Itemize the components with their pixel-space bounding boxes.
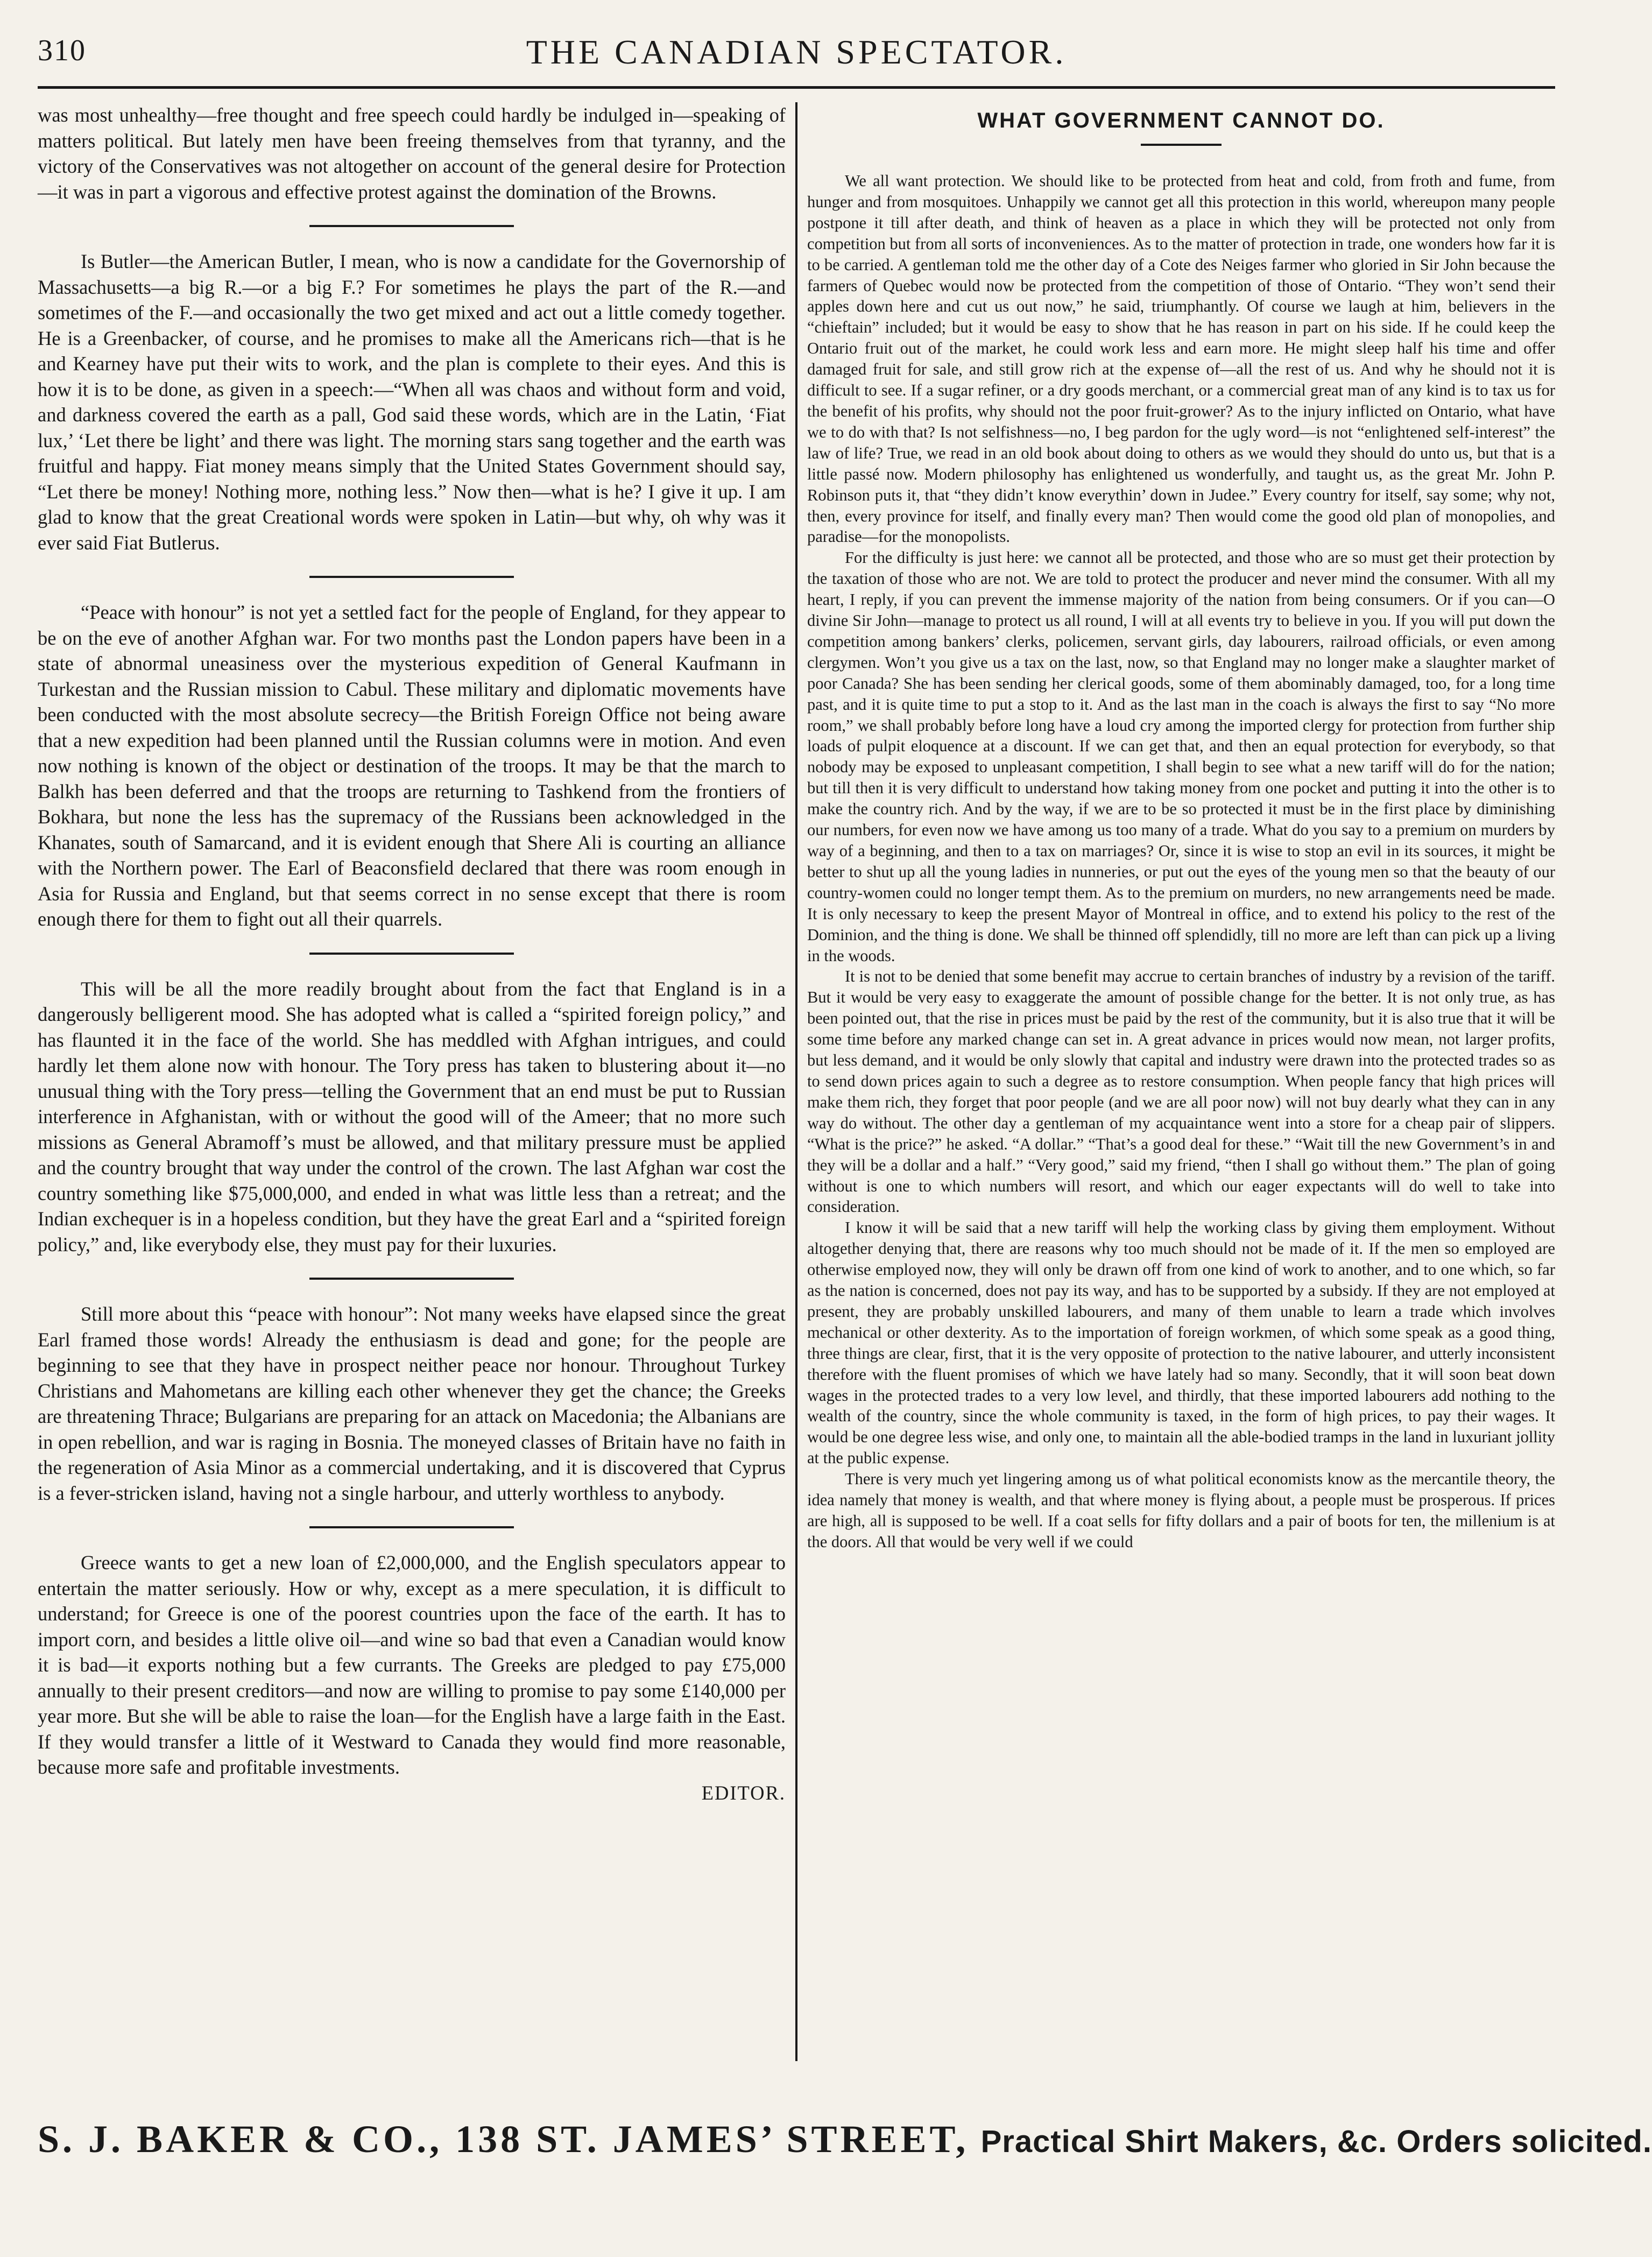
title-divider <box>1141 144 1222 146</box>
editorial-paragraph: This will be all the more readily brought about from the fact that England is in a dangerously belligerent mood. She has adopted what is called a “spirited foreign policy,” and has flaunted it in the face of the world. She has meddled with Afghan intrigues, and could hardly let them alone now with honour. The Tory press has taken to blustering about it—no unusual thing with the Tory press—telling the Government that an end must be put to Russian interference in Afghanistan, with or without the good will of the Ameer; that no more such missions as General Abramoff’s must be allowed, and that military pressure must be applied and the country brought that way under the control of the crown. The last Afghan war cost the country something like $75,000,000, and ended in what was little less than a retreat; and the Indian exchequer is in a hopeless condition, but they have the great Earl and a “spirited foreign policy,” and, like everybody else, they must pay for their luxuries. <box>38 977 786 1256</box>
article-title: WHAT GOVERNMENT CANNOT DO. <box>977 109 1385 132</box>
article-paragraph: It is not to be denied that some benefit may accrue to certain branches of industry by a revision of the tariff. But it would be very easy to exaggerate the amount of possible change for the better. It is not only true, as has been pointed out, that the rise in prices must be paid by the rest of the community, but it is also true that it will be some time before any marked change can set in. A great advance in prices would now mean, not larger profits, but less demand, and it would be only slowly that capital and industry were drawn into the protected trades so as to send down prices again to such a degree as to restore consumption. When people fancy that high prices will make them rich, they forget that poor people (and we are all poor now) will not buy dearly what they can in any way do without. The other day a gentleman of my acquaintance went into a store for a cheap pair of slippers. “What is the price?” he asked. “A dollar.” “That’s a good deal for these.” “Wait till the new Government’s in and they will be a dollar and a half.” “Very good,” said my friend, “then I shall go without them.” The plan of going without is one to which numbers will resort, and which our eager expectants will do well to take into consideration. <box>807 967 1555 1216</box>
article-paragraph: There is very much yet lingering among us of what political economists know as the mercantile theory, the idea namely that money is wealth, and that where money is flying about, a people must be prosperous. If prices are high, all is supposed to be well. If a coat sells for fifty dollars and a pair of boots for ten, the millenium is at the doors. All that would be very well if we could <box>807 1470 1555 1551</box>
journal-title: THE CANADIAN SPECTATOR. <box>526 33 1067 71</box>
editorial-paragraph: Still more about this “peace with honour”: Not many weeks have elapsed since the great Earl framed those words! Already the enthusiasm is dead and gone; for the people are beginning to see that they have in prospect neither peace nor honour. Throughout Turkey Christians and Mahometans are killing each other whenever they get the chance; the Greeks are threatening Thrace; Bulgarians are preparing for an attack on Macedonia; the Albanians are in open rebellion, and war is raging in Bosnia. The moneyed classes of Britain have no faith in the regeneration of Asia Minor as a commercial undertaking, and it is discovered that Cyprus is a fever-stricken island, having not a single harbour, and utterly worthless to anybody. <box>38 1303 786 1504</box>
advertiser-name: S. J. BAKER & CO., 138 ST. JAMES’ STREET, <box>38 2118 969 2161</box>
section-divider <box>309 1526 514 1528</box>
editorial-paragraph: Is Butler—the American Butler, I mean, who is now a candidate for the Governorship of Massachusetts—a big R.—or a big F.? For sometimes he plays the part of the R.—and sometimes of the F.—and occasionally the two get mixed and act out a little comedy together. He is a Greenbacker, of course, and he promises to make all the Americans rich—that is he and Kearney have put their wits to work, and the plan is complete to their eyes. And this is how it is to be done, as given in a speech:—“When all was chaos and without form and void, and darkness covered the earth as a pall, God said these words, which are in the Latin, ‘Fiat lux,’ ‘Let there be light’ and there was light. The morning stars sang together and the earth was fruitful and happy. Fiat money means simply that the United States Government should say, “Let there be money! Nothing more, nothing less.” Now then—what is he? I give it up. I am glad to know that the great Creational words were spoken in Latin—but why, oh why was it ever said Fiat Butlerus. <box>38 250 786 554</box>
article-paragraph: I know it will be said that a new tariff will help the working class by giving them employment. Without altogether denying that, there are reasons why too much should not be made of it. If the men so employed are otherwise employed now, they will only be drawn off from one kind of work to another, and to one which, so far as the nation is concerned, does not pay its way, and has to be supported by a subsidy. If they are not employed at present, they are probably unskilled labourers, and many of them unable to learn a trade which involves mechanical or other dexterity. As to the importation of foreign workmen, of which some speak as a good thing, three things are clear, first, that it is the very opposite of protection to the native labourer, and utterly inconsistent therefore with the fluent promises of which we have lately had so many. Secondly, that it will soon beat down wages in the protected trades to a very low level, and thirdly, that these imported labourers add nothing to the wealth of the country, since the whole community is taxed, in the form of high prices, to pay their wages. It would be one degree less wise, and only one, to maintain all the able-bodied tramps in the land in luxuriant jollity at the public expense. <box>807 1218 1555 1468</box>
editorial-paragraph: Greece wants to get a new loan of £2,000,000, and the English speculators appear to entertain the matter seriously. How or why, except as a mere speculation, it is difficult to understand; for Greece is one of the poorest countries upon the face of the earth. It has to import corn, and besides a little olive oil—and wine so bad that even a Canadian would know it is bad—it exports nothing but a few currants. The Greeks are pledged to pay £75,000 annually to their present creditors—and now are willing to promise to pay some £140,000 per year more. But she will be able to raise the loan—for the English have a large faith in the East. If they would transfer a little of it Westward to Canada they would find more reasonable, because more safe and profitable investments. <box>38 1551 786 1778</box>
newspaper-page <box>38 22 1652 2239</box>
section-divider <box>309 953 514 955</box>
article-column <box>807 102 1555 2061</box>
article-columns <box>38 102 1555 2061</box>
editorial-paragraph: “Peace with honour” is not yet a settled fact for the people of England, for they appear to be on the eve of another Afghan war. For two months past the London papers have been in a state of abnormal uneasiness over the mysterious expedition of General Kaufmann in Turkestan and the Russian mission to Cabul. These military and diplomatic movements have been conducted with the most absolute secrecy—the British Foreign Office not being aware that a new expedition had been planned until the Russian columns were in motion. And even now nothing is known of the object or destination of the troops. It may be that the march to Balkh has been deferred and that the troops are returning to Tashkend from the frontiers of Bokhara, but none the less has the supremacy of the Russians been acknowledged in the Khanates, south of Samarcand, and it is evident enough that Shere Ali is courting an alliance with the Northern power. The Earl of Beaconsfield declared that there was room enough in Asia for Russia and England, but that seems correct in no sense except that there is room enough there for them to fight out all their quarrels. <box>38 601 786 930</box>
section-divider <box>309 1278 514 1280</box>
section-divider <box>309 576 514 578</box>
masthead <box>38 22 1555 89</box>
editorial-column <box>38 102 786 2061</box>
editorial-paragraph: was most unhealthy—free thought and free speech could hardly be indulged in—speaking of matters political. But lately men have been freeing themselves from that tyranny, and the victory of the Conservatives was not altogether on account of the general desire for Protection—it was in part a vigorous and effective protest against the domination of the Browns. <box>38 104 786 203</box>
page-number: 310 <box>38 34 86 67</box>
editor-signature: EDITOR. <box>701 1781 786 1804</box>
section-divider <box>309 225 514 227</box>
article-paragraph: For the difficulty is just here: we cannot all be protected, and those who are so must get their protection by the taxation of those who are not. We are told to protect the producer and never mind the consumer. With all my heart, I reply, if you can prevent the immense majority of the nation from being consumers. Or if you can—O divine Sir John—manage to protect us all round, I will at all events try to believe in you. If you will put down the competition among bankers’ clerks, policemen, servant girls, day labourers, railroad officials, or even among clergymen. Won’t you give us a tax on the last, now, so that England may no longer make a slaughter market of poor Canada? She has been sending her clerical goods, some of them abominably damaged, too, for a long time past, and it is quite time to put a stop to it. And as the last man in the coach is always the first to say “No more room,” we shall probably before long have a loud cry among the imported clergy for protection from further ship loads of pulpit eloquence at a discount. If we can get that, and then an equal protection for everybody, so that nobody may be exposed to unpleasant competition, I shall begin to see what a new tariff will do for the nation; but till then it is very difficult to understand how taking money from one pocket and putting it into the other is to make the country rich. And by the way, if we are to be so protected it must be in the first place by diminishing our numbers, for even now we have among us too many of a trade. What do you say to a premium on murders by way of a beginning, and then to a tax on marriages? Or, since it is wise to stop an evil in its sources, it might be better to shut up all the young ladies in nunneries, or put out the eyes of the young men so that the beauty of our country-women could no longer tempt them. As to the premium on murders, no new arrangements need be made. It is only necessary to keep the present Mayor of Montreal in office, and to extend his policy to the rest of the Dominion, and the thing is done. We shall be thinned off splendidly, till no more are left than can pick up a living in the woods. <box>807 548 1555 965</box>
footer-advertisement <box>38 2104 1652 2174</box>
column-divider <box>795 102 797 2061</box>
article-paragraph: We all want protection. We should like to be protected from heat and cold, from froth and fume, from hunger and from mosquitoes. Unhappily we cannot get all this protection in this world, whereupon many people postpone it till after death, and think of heaven as a place in which they will be protected not only from competition but from all sorts of inconveniences. As to the matter of protection in trade, one wonders how far it is to be carried. A gentleman told me the other day of a Cote des Neiges farmer who gloried in Sir John because the farmers of Quebec would now be protected from the competition of those of Ontario. “They won’t send their apples down here and cut us out now,” he said, triumphantly. Of course we laugh at him, believers in the “chieftain” included; but it would be easy to show that he has reason in part on his side. If he could keep the Ontario fruit out of the market, he could work less and earn more. He might sleep half his time and offer damaged fruit for sale, and still grow rich at the expense of—all the rest of us. And why he should not it is difficult to see. If a sugar refiner, or a dry goods merchant, or a commercial great man of any kind is to tax us for the benefit of his profits, why should not the poor fruit-grower? As to the injury inflicted on Ontario, what have we to do with that? Is not selfishness—no, I beg pardon for the ugly word—is not “enlightened self-interest” the law of life? True, we read in an old book about doing to others as we would they should do unto us, but that is a little passé now. Modern philosophy has enlightened us wonderfully, and taught us, as the great Mr. John P. Robinson puts it, that “they didn’t know everythin’ down in Judee.” Every country for itself, say some; why not, then, every province for itself, and finally every man? Then would come the good old plan of monopolies, and paradise—for the monopolists. <box>807 172 1555 546</box>
advertiser-tagline: Practical Shirt Makers, &c. Orders solicited. <box>980 2124 1652 2159</box>
